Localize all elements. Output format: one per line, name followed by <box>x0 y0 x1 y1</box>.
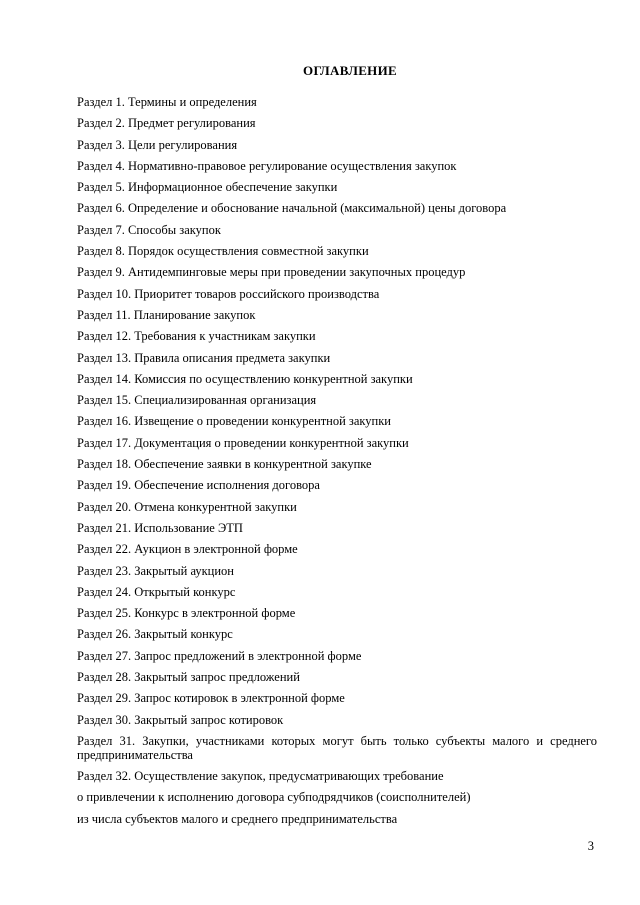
toc-item-11: Раздел 11. Планирование закупок <box>77 307 256 322</box>
toc-item-10: Раздел 10. Приоритет товаров российского производства <box>77 286 380 301</box>
toc-item-32-line-3: из числа субъектов малого и среднего предпринимательства <box>77 811 398 826</box>
toc-item-29: Раздел 29. Запрос котировок в электронной форме <box>77 691 345 706</box>
toc-item-30: Раздел 30. Закрытый запрос котировок <box>77 712 284 727</box>
toc-item-2: Раздел 2. Предмет регулирования <box>77 116 256 131</box>
toc-item-24: Раздел 24. Открытый конкурс <box>77 584 236 599</box>
toc-item-28: Раздел 28. Закрытый запрос предложений <box>77 670 300 685</box>
toc-item-18: Раздел 18. Обеспечение заявки в конкурентной закупке <box>77 457 372 472</box>
toc-item-26: Раздел 26. Закрытый конкурс <box>77 627 233 642</box>
toc-item-32-line-2: о привлечении к исполнению договора субподрядчиков (соисполнителей) <box>77 790 471 805</box>
toc-item-9: Раздел 9. Антидемпинговые меры при проведении закупочных процедур <box>77 265 466 280</box>
toc-item-7: Раздел 7. Способы закупок <box>77 222 221 237</box>
toc-list <box>77 92 597 830</box>
toc-item-13: Раздел 13. Правила описания предмета закупки <box>77 350 331 365</box>
toc-item-20: Раздел 20. Отмена конкурентной закупки <box>77 499 297 514</box>
toc-item-19: Раздел 19. Обеспечение исполнения договора <box>77 478 320 493</box>
toc-item-32: Раздел 32. Осуществление закупок, предусматривающих требование <box>77 768 444 783</box>
toc-item-17: Раздел 17. Документация о проведении конкурентной закупки <box>77 435 409 450</box>
toc-item-12: Раздел 12. Требования к участникам закупки <box>77 329 316 344</box>
toc-title: ОГЛАВЛЕНИЕ <box>303 63 397 78</box>
toc-item-22: Раздел 22. Аукцион в электронной форме <box>77 542 298 557</box>
page-number: 3 <box>587 839 594 853</box>
toc-item-27: Раздел 27. Запрос предложений в электронной форме <box>77 648 362 663</box>
toc-item-23: Раздел 23. Закрытый аукцион <box>77 563 234 578</box>
toc-item-14: Раздел 14. Комиссия по осуществлению конкурентной закупки <box>77 371 413 386</box>
toc-item-1: Раздел 1. Термины и определения <box>77 95 257 109</box>
toc-item-25: Раздел 25. Конкурс в электронной форме <box>77 606 296 621</box>
toc-item-8: Раздел 8. Порядок осуществления совместной закупки <box>77 244 369 259</box>
toc-item-31: Раздел 31. Закупки, участниками которых могут быть только субъекты малого и среднего предпринимательства <box>77 733 597 762</box>
toc-item-15: Раздел 15. Специализированная организация <box>77 393 317 408</box>
toc-item-5: Раздел 5. Информационное обеспечение закупки <box>77 180 338 195</box>
toc-item-21: Раздел 21. Использование ЭТП <box>77 520 243 535</box>
toc-item-3: Раздел 3. Цели регулирования <box>77 137 238 152</box>
toc-item-4: Раздел 4. Нормативно-правовое регулирование осуществления закупок <box>77 158 457 173</box>
toc-item-6: Раздел 6. Определение и обоснование начальной (максимальной) цены договора <box>77 201 507 216</box>
toc-item-16: Раздел 16. Извещение о проведении конкурентной закупки <box>77 414 391 429</box>
